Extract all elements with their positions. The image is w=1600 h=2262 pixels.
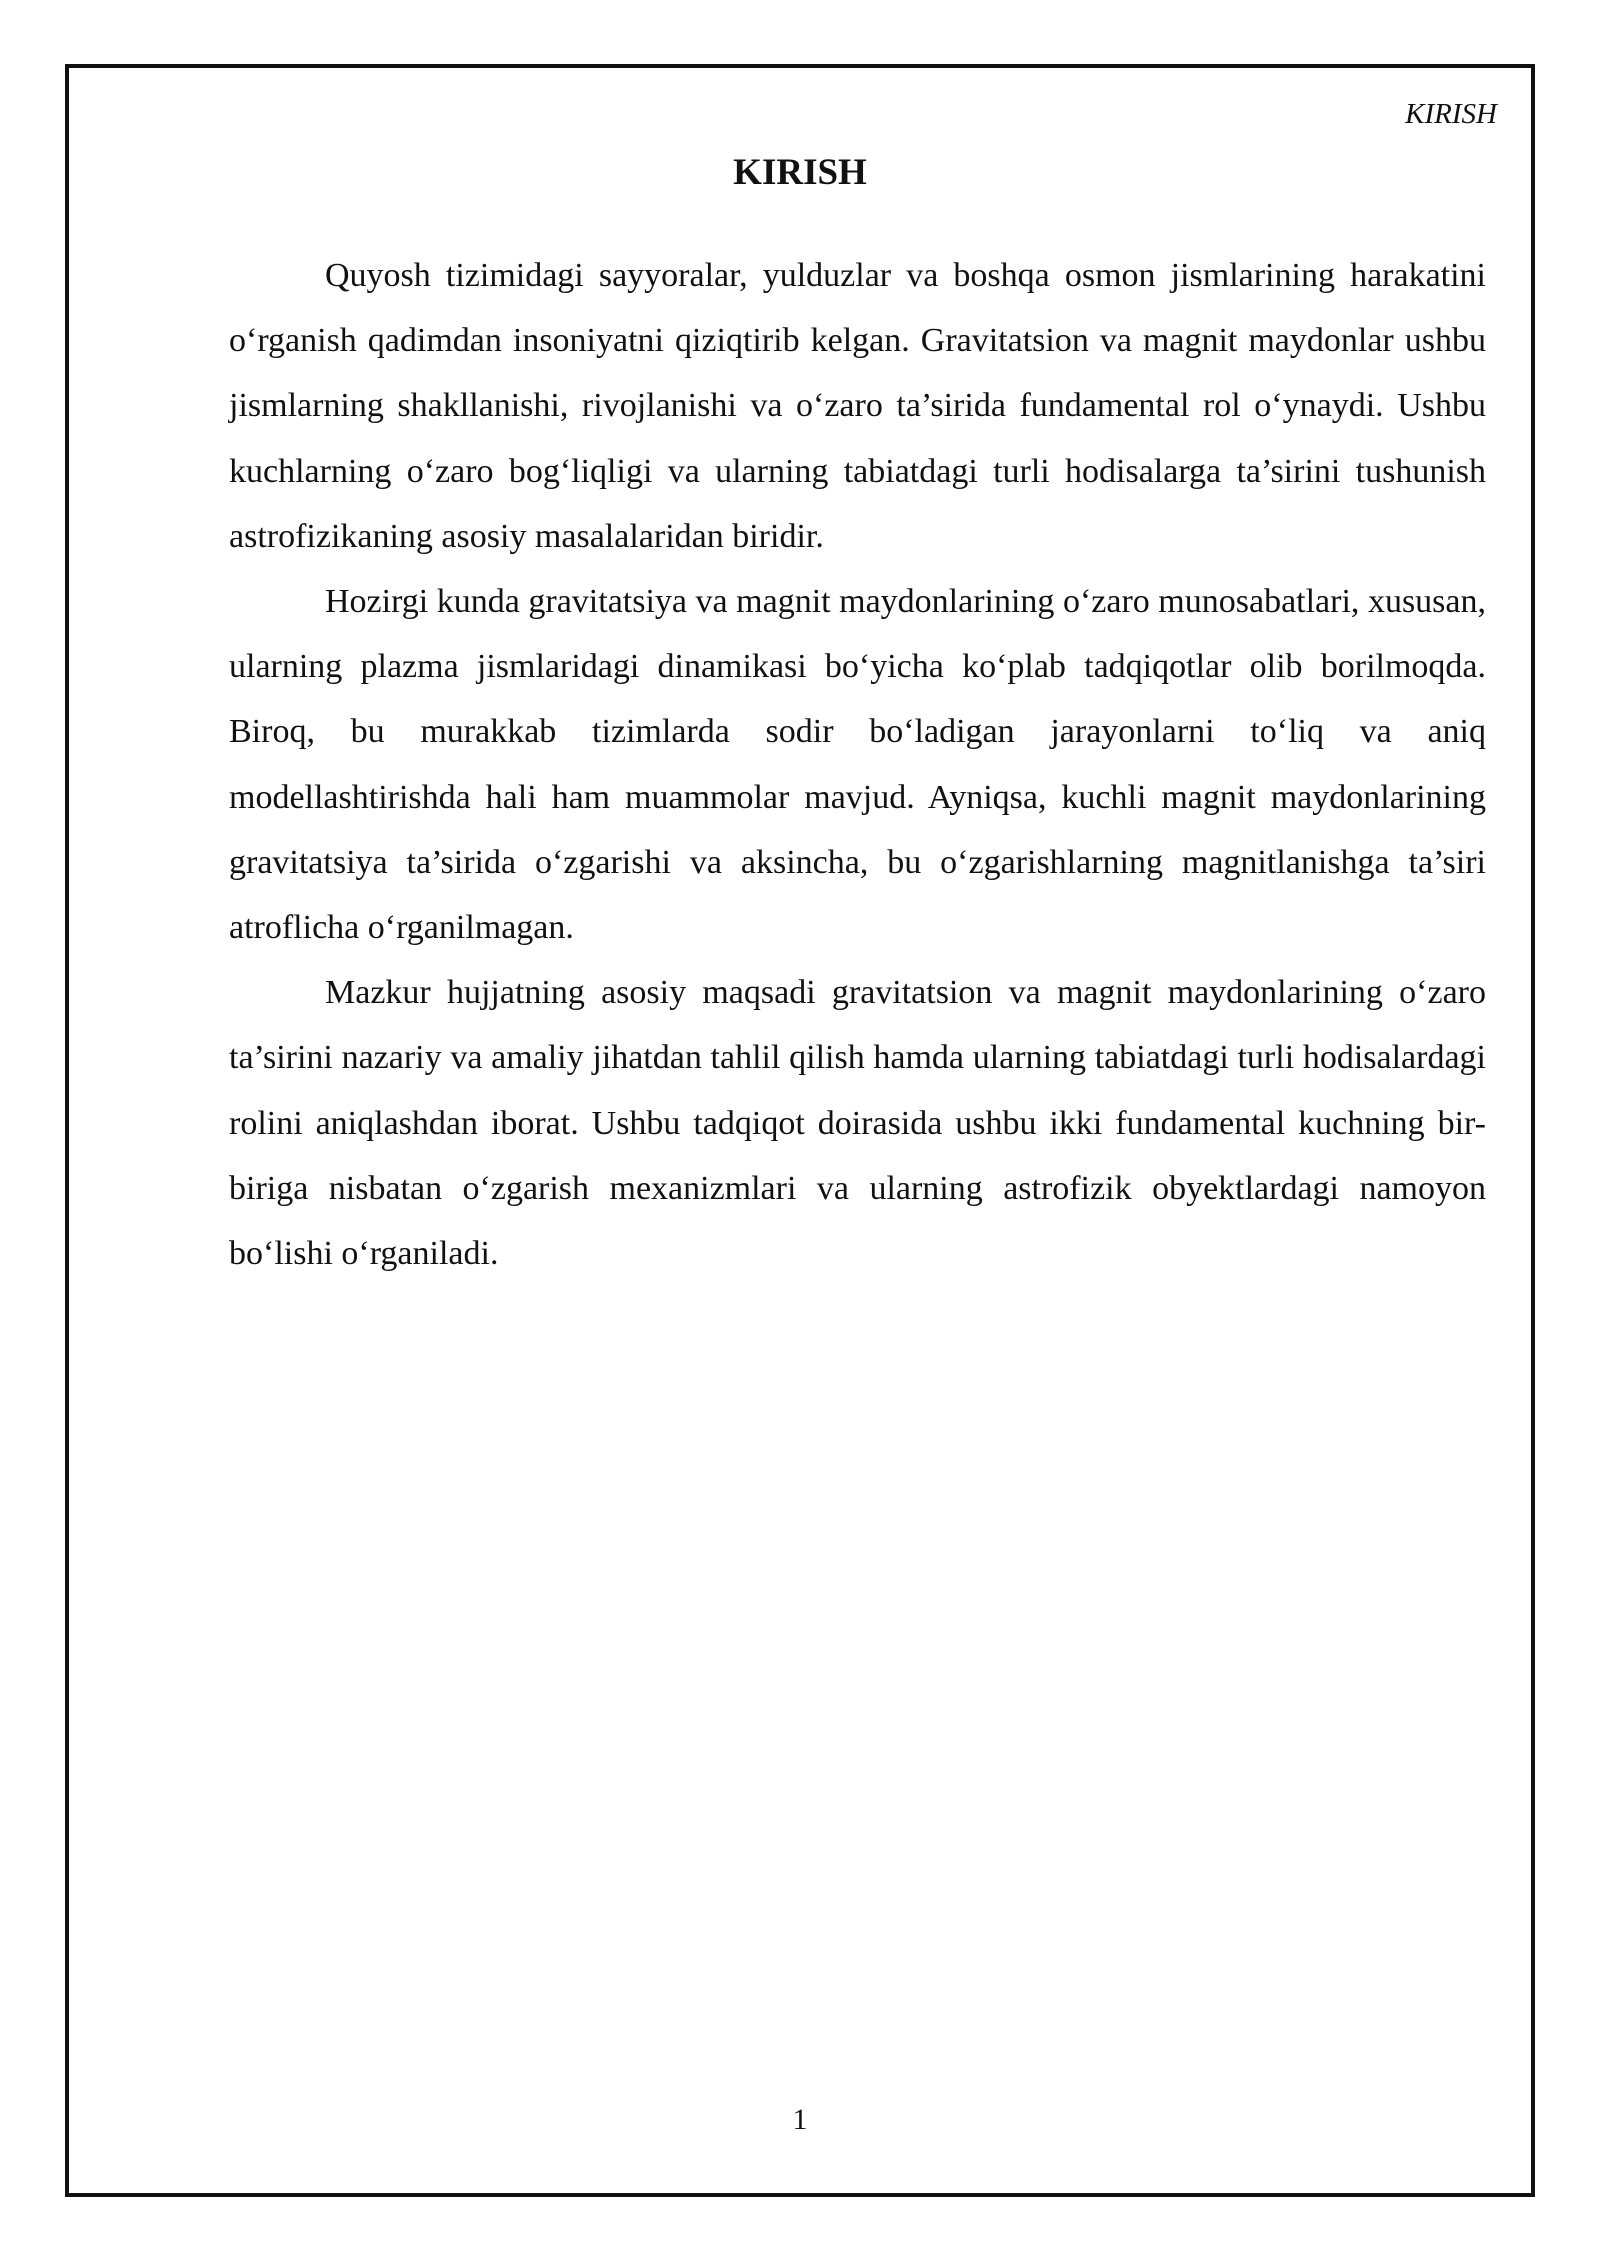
paragraph: Hozirgi kunda gravitatsiya va magnit maydonlarining o‘zaro munosabatlari, xususan, ularning plazma jismlaridagi dinamikasi bo‘yicha ko‘plab tadqiqotlar olib borilmoqda. Biroq, bu murakkab tizimlarda sodir bo‘ladigan jarayonlarni to‘liq va aniq modellashtirishda hali ham muammolar mavjud. Ayniqsa, kuchli magnit maydonlarining gravitatsiya ta’sirida o‘zgarishi va aksincha, bu o‘zgarishlarning magnitlanishga ta’siri atroflicha o‘rganilmagan. [229,583,1486,947]
paragraph: Mazkur hujjatning asosiy maqsadi gravitatsion va magnit maydonlarining o‘zaro ta’sirini nazariy va amaliy jihatdan tahlil qilish hamda ularning tabiatdagi turli hodisalardagi rolini aniqlashdan iborat. Ushbu tadqiqot doirasida ushbu ikki fundamental kuchning bir-biriga nisbatan o‘zgarish mexanizmlari va ularning astrofizik obyektlardagi namoyon bo‘lishi o‘rganiladi. [229,974,1486,1273]
body-text [229,243,1486,1286]
running-header: KIRISH [1405,98,1497,130]
page-number: 1 [792,2103,808,2136]
document-title: KIRISH [733,152,867,193]
paragraph: Quyosh tizimidagi sayyoralar, yulduzlar va boshqa osmon jismlarining harakatini o‘rganish qadimdan insoniyatni qiziqtirib kelgan. Gravitatsion va magnit maydonlar ushbu jismlarning shakllanishi, rivojlanishi va o‘zaro ta’sirida fundamental rol o‘ynaydi. Ushbu kuchlarning o‘zaro bog‘liqligi va ularning tabiatdagi turli hodisalarga ta’sirini tushunish astrofizikaning asosiy masalalaridan biridir. [229,257,1486,555]
